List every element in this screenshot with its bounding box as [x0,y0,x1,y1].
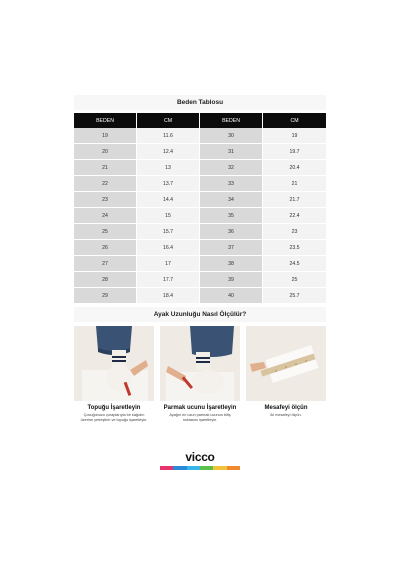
size-table-row [74,160,326,176]
toe-illustration [160,326,240,401]
step-measure-distance [246,326,326,423]
size-table-row [74,208,326,224]
size-table-row [74,240,326,256]
size-cell: 23 [74,192,137,208]
brand-stripe-segment [173,466,186,470]
cm-cell: 25 [263,272,326,288]
size-table-row [74,192,326,208]
size-cell: 21 [74,160,137,176]
size-cell: 28 [74,272,137,288]
cm-cell: 21 [263,176,326,192]
header-cm-1: CM [137,113,200,128]
size-cell: 26 [74,240,137,256]
size-chart-sheet [74,95,326,464]
cm-cell: 23 [263,224,326,240]
toe-photo [160,326,240,401]
brand-stripe-segment [227,466,240,470]
heel-illustration [74,326,154,401]
header-cm-2: CM [263,113,326,128]
size-cell: 22 [74,176,137,192]
size-cell: 40 [200,288,263,304]
size-table-row [74,224,326,240]
step-3-desc: İki mesafeyi ölçün. [270,413,302,417]
size-table-row [74,176,326,192]
cm-cell: 15 [137,208,200,224]
step-mark-toe [160,326,240,423]
size-table-row [74,272,326,288]
cm-cell: 25.7 [263,288,326,304]
size-cell: 29 [74,288,137,304]
size-table-row [74,256,326,272]
measure-title: Ayak Uzunluğu Nasıl Ölçülür? [74,307,326,322]
cm-cell: 22.4 [263,208,326,224]
cm-cell: 21.7 [263,192,326,208]
header-size-2: BEDEN [200,113,263,128]
step-1-desc: Çocuğunuzu çoraplarıyla bir kağıdın üzerine yerleştirin ve topuğu işaretleyin. [80,413,148,422]
step-2-desc: Ayağın en uzun parmak ucunun bitiş noktasını işaretleyin. [169,413,231,422]
header-size-1: BEDEN [74,113,137,128]
ruler-photo [246,326,326,401]
step-3-title: Mesafeyi ölçün [264,405,308,411]
cm-cell: 16.4 [137,240,200,256]
size-chart-title: Beden Tablosu [74,95,326,110]
size-cell: 36 [200,224,263,240]
cm-cell: 19.7 [263,144,326,160]
size-cell: 30 [200,128,263,144]
step-mark-heel [74,326,154,423]
size-table-row [74,144,326,160]
brand-logo [74,450,326,470]
size-cell: 38 [200,256,263,272]
size-cell: 33 [200,176,263,192]
cm-cell: 23.5 [263,240,326,256]
size-cell: 31 [200,144,263,160]
step-2-title: Parmak ucunu İşaretleyin [163,405,237,411]
cm-cell: 14.4 [137,192,200,208]
size-cell: 24 [74,208,137,224]
heel-photo [74,326,154,401]
cm-cell: 15.7 [137,224,200,240]
size-cell: 37 [200,240,263,256]
size-table [74,113,326,304]
cm-cell: 12.4 [137,144,200,160]
brand-stripe-segment [160,466,173,470]
cm-cell: 20.4 [263,160,326,176]
brand-stripe-segment [213,466,226,470]
brand-stripe-segment [200,466,213,470]
size-table-row [74,288,326,304]
size-cell: 39 [200,272,263,288]
ruler-illustration [246,326,326,401]
size-cell: 20 [74,144,137,160]
size-table-header-row [74,113,326,128]
size-cell: 35 [200,208,263,224]
cm-cell: 18.4 [137,288,200,304]
size-cell: 25 [74,224,137,240]
cm-cell: 19 [263,128,326,144]
size-cell: 19 [74,128,137,144]
size-cell: 32 [200,160,263,176]
size-table-row [74,128,326,144]
size-cell: 34 [200,192,263,208]
brand-name: vicco [185,450,215,464]
size-cell: 27 [74,256,137,272]
step-1-title: Topuğu İşaretleyin [87,405,141,411]
brand-color-stripe [160,466,240,470]
cm-cell: 13 [137,160,200,176]
cm-cell: 17.7 [137,272,200,288]
measure-steps [74,326,326,423]
cm-cell: 24.5 [263,256,326,272]
cm-cell: 17 [137,256,200,272]
cm-cell: 13.7 [137,176,200,192]
brand-stripe-segment [187,466,200,470]
cm-cell: 11.6 [137,128,200,144]
size-table-body [74,128,326,304]
